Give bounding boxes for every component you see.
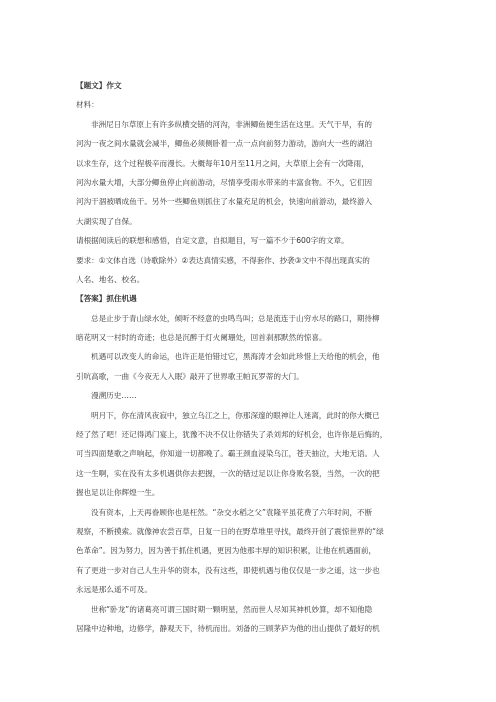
- material-line: 以求生存，这个过程极辛而漫长。大概每年10月至11月之间，大草原上会有一次降雨，: [76, 158, 369, 168]
- topic-tag: 【题文】作文: [76, 81, 122, 90]
- essay-line: 没有资本，上天再眷顾你也是枉然。“杂交水稻之父”袁隆平虽花费了六年时间，不断: [91, 507, 373, 517]
- material-line: 非洲尼日尔草原上有许多纵横交错的河沟，非洲鲫鱼便生活在这里。天气干旱，有的: [91, 119, 372, 129]
- essay-line: 永远是那么遥不可及。: [76, 585, 152, 595]
- material-label: 材料：: [76, 100, 99, 110]
- material-line: 河沟干涸被晒成鱼干。另外一些鲫鱼则抓住了水量充足的机会，快速向前游动，最终游入: [76, 197, 373, 207]
- requirement-line: 人名、地名、校名。: [76, 274, 145, 284]
- document-body: [76, 80, 422, 642]
- essay-body: [76, 313, 422, 634]
- essay-line: 色革命”。因为努力，因为善于抓住机遇，更因为他那丰厚的知识积累，让他在机遇面前，: [76, 546, 377, 556]
- essay-line: 居隆中边种地，边修学，静观天下，待机而出。刘备的三顾茅庐为他的出山提供了最好的机: [76, 623, 380, 633]
- essay-line: 观察，不断摸索。就像神农尝百草，日复一日的在野草堆里寻找，最终开创了震惊世界的“绿: [76, 526, 384, 536]
- essay-line: 这一生啊，实在没有太多机遇供你去把握，一次的错过足以让你身败名裂，当然，一次的把: [76, 468, 380, 478]
- essay-line: 世称“卧龙”的诸葛亮可谓三国时期一颗明星，然而世人尽知其神机妙算，却不知他隐: [91, 604, 373, 614]
- material-line: 大湖实现了自保。: [76, 216, 137, 226]
- essay-line: 经了然了吧！还记得鸿门宴上，犹豫不决不仅让你错失了杀刘邦的好机会，也许你是后悔的，: [76, 430, 388, 440]
- essay-line: 引吭高歌，一曲《今夜无人入眠》敲开了世界歌王帕瓦罗蒂的大门。: [76, 371, 304, 381]
- prompt-line: 请根据阅读后的联想和感悟，自定文意，自拟题目，写一篇不少于600字的文章。: [76, 236, 349, 246]
- essay-line: 暗花明又一村时的奇迹；也总是沉醉于灯火阑珊处，回首刹那默然的惊喜。: [76, 333, 327, 343]
- essay-line: 总是止步于青山绿水处，倾听不经意的虫鸣鸟叫；总是流连于山穷水尽的路口，期待柳: [91, 313, 380, 323]
- answer-tag: 【答案】抓住机遇: [76, 294, 137, 304]
- material-line: 河沟水量大增，大部分鲫鱼停止向前游动，尽情享受雨水带来的丰富食物。不久，它们因: [76, 177, 373, 187]
- essay-line: 明月下，你在清风夜寂中，独立乌江之上，你那深邃的眼神让人迷离，此时的你大概已: [91, 410, 380, 420]
- essay-line: 握也足以让你辉煌一生。: [76, 488, 160, 498]
- essay-line: 漫溯历史……: [91, 391, 137, 401]
- material-line: 河沟一夜之间水量就会减半，鲫鱼必须侧卧着一点一点向前努力游动，游向大一些的湖泊: [76, 139, 373, 149]
- essay-line: 可当四面楚歌之声响起，你知道一切都晚了。霸王颈血浸染乌江，苍天抽泣，大地无语。人: [76, 449, 380, 459]
- requirement-line: 要求：①文体自选（诗歌除外）②表达真情实感，不得套作、抄袭③文中不得出现真实的: [76, 255, 370, 265]
- essay-line: 有了更进一步对自己人生升华的资本，没有这些，即使机遇与他仅仅是一步之遥，这一步也: [76, 565, 380, 575]
- essay-line: 机遇可以改变人的命运，也许正是怕错过它，黑海涛才会如此珍惜上天给他的机会，他: [91, 352, 380, 362]
